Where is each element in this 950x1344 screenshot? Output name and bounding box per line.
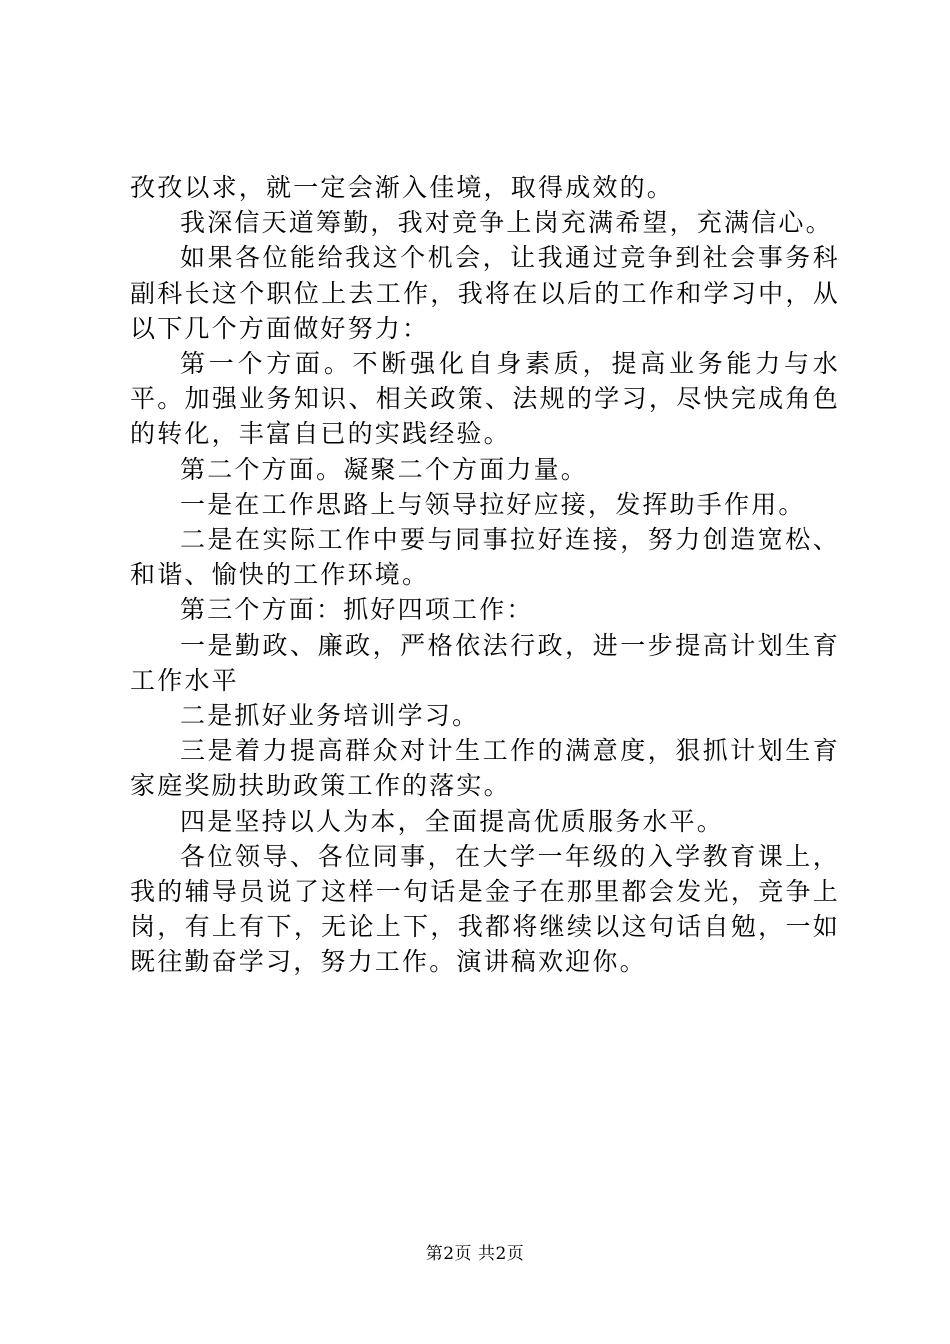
paragraph: 如果各位能给我这个机会，让我通过竞争到社会事务科副科长这个职位上去工作，我将在以后的工作和学习中，从以下几个方面做好努力： bbox=[130, 243, 840, 343]
paragraph: 第二个方面。凝聚二个方面力量。 bbox=[180, 454, 589, 484]
paragraph: 我深信天道筹勤，我对竞争上岗充满希望，充满信心。 bbox=[180, 208, 833, 238]
paragraph: 第一个方面。不断强化自身素质，提高业务能力与水平。加强业务知识、相关政策、法规的学习，尽快完成角色的转化，丰富自已的实践经验。 bbox=[130, 349, 840, 449]
paragraph: 二是在实际工作中要与同事拉好连接，努力创造宽松、和谐、愉快的工作环境。 bbox=[130, 525, 840, 590]
paragraph: 四是坚持以人为本，全面提高优质服务水平。 bbox=[180, 806, 725, 836]
paragraph: 一是勤政、廉政，严格依法行政，进一步提高计划生育工作水平 bbox=[130, 630, 840, 695]
paragraph: 孜孜以求，就一定会渐入佳境，取得成效的。 bbox=[130, 173, 675, 202]
paragraph: 二是抓好业务培训学习。 bbox=[180, 701, 480, 731]
paragraph: 各位领导、各位同事，在大学一年级的入学教育课上，我的辅导员说了这样一句话是金子在那里都会发光，竞争上岗，有上有下，无论上下，我都将继续以这句话自勉，一如既往勤奋学习，努力工作。演讲稿欢迎你。 bbox=[130, 841, 840, 977]
page-footer: 第2页 共2页 bbox=[425, 1244, 525, 1264]
document-body bbox=[130, 170, 840, 980]
paragraph: 三是着力提高群众对计生工作的满意度，狠抓计划生育家庭奖励扶助政策工作的落实。 bbox=[130, 736, 840, 801]
paragraph: 一是在工作思路上与领导拉好应接，发挥助手作用。 bbox=[180, 489, 806, 519]
paragraph: 第三个方面：抓好四项工作： bbox=[180, 595, 534, 625]
